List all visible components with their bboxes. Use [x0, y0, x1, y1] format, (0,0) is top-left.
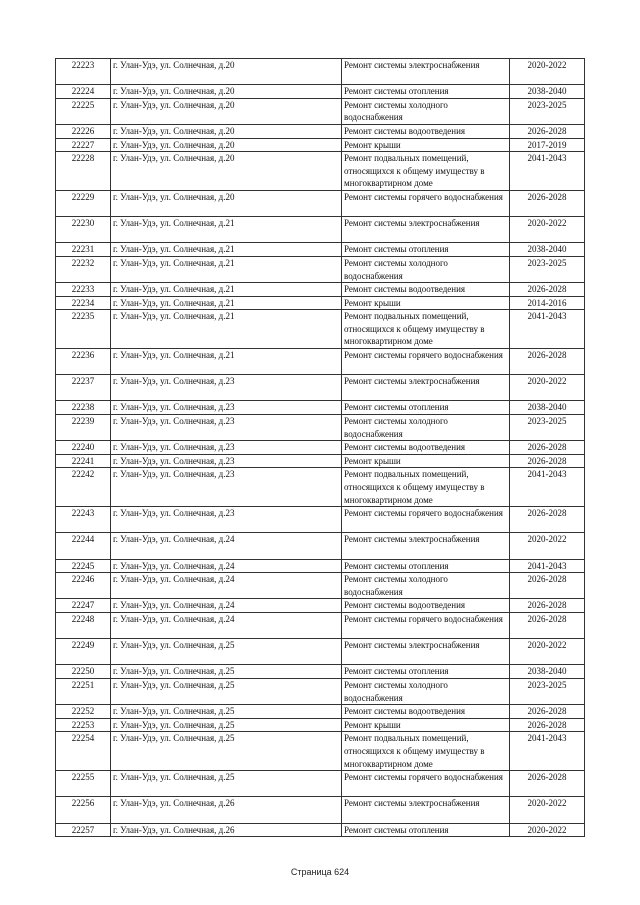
row-work-cell: Ремонт крыши — [342, 138, 510, 152]
row-address-cell: г. Улан-Удэ, ул. Солнечная, д.20 — [111, 138, 342, 152]
row-number-cell: 22244 — [56, 533, 111, 559]
row-work-cell: Ремонт системы электроснабжения — [342, 59, 510, 85]
row-address-cell: г. Улан-Удэ, ул. Солнечная, д.23 — [111, 454, 342, 468]
table-row — [56, 507, 585, 533]
row-address-cell: г. Улан-Удэ, ул. Солнечная, д.25 — [111, 771, 342, 797]
row-number-cell: 22235 — [56, 310, 111, 349]
row-years-cell: 2026-2028 — [510, 705, 585, 719]
row-address-cell: г. Улан-Удэ, ул. Солнечная, д.24 — [111, 559, 342, 573]
row-address-cell: г. Улан-Удэ, ул. Солнечная, д.20 — [111, 85, 342, 99]
table-row — [56, 732, 585, 771]
row-address-cell: г. Улан-Удэ, ул. Солнечная, д.26 — [111, 797, 342, 823]
table-row — [56, 441, 585, 455]
row-work-cell: Ремонт системы водоотведения — [342, 599, 510, 613]
page-number: Страница 624 — [290, 867, 350, 877]
row-work-cell: Ремонт системы отопления — [342, 401, 510, 415]
row-years-cell: 2026-2028 — [510, 349, 585, 375]
row-years-cell: 2020-2022 — [510, 639, 585, 665]
row-work-cell: Ремонт системы горячего водоснабжения — [342, 771, 510, 797]
row-years-cell: 2038-2040 — [510, 665, 585, 679]
row-address-cell: г. Улан-Удэ, ул. Солнечная, д.21 — [111, 243, 342, 257]
table-row — [56, 612, 585, 638]
row-work-cell: Ремонт системы холодного водоснабжения — [342, 256, 510, 282]
row-years-cell: 2041-2043 — [510, 468, 585, 507]
row-number-cell: 22256 — [56, 797, 111, 823]
table-row — [56, 375, 585, 401]
row-address-cell: г. Улан-Удэ, ул. Солнечная, д.21 — [111, 296, 342, 310]
row-years-cell: 2026-2028 — [510, 283, 585, 297]
row-number-cell: 22225 — [56, 98, 111, 124]
row-address-cell: г. Улан-Удэ, ул. Солнечная, д.23 — [111, 441, 342, 455]
row-address-cell: г. Улан-Удэ, ул. Солнечная, д.20 — [111, 124, 342, 138]
row-years-cell: 2041-2043 — [510, 559, 585, 573]
row-years-cell: 2041-2043 — [510, 152, 585, 191]
table-row — [56, 678, 585, 704]
row-number-cell: 22246 — [56, 573, 111, 599]
table-row — [56, 85, 585, 99]
row-address-cell: г. Улан-Удэ, ул. Солнечная, д.21 — [111, 256, 342, 282]
table-row — [56, 256, 585, 282]
row-address-cell: г. Улан-Удэ, ул. Солнечная, д.20 — [111, 190, 342, 216]
row-number-cell: 22253 — [56, 718, 111, 732]
table-row — [56, 217, 585, 243]
table-row — [56, 771, 585, 797]
row-work-cell: Ремонт системы водоотведения — [342, 283, 510, 297]
row-work-cell: Ремонт системы холодного водоснабжения — [342, 573, 510, 599]
table-row — [56, 454, 585, 468]
row-number-cell: 22232 — [56, 256, 111, 282]
row-work-cell: Ремонт подвальных помещений, относящихся к общему имуществу в многоквартирном доме — [342, 732, 510, 771]
table-body — [56, 59, 585, 837]
row-number-cell: 22241 — [56, 454, 111, 468]
row-work-cell: Ремонт системы отопления — [342, 243, 510, 257]
row-number-cell: 22228 — [56, 152, 111, 191]
row-number-cell: 22249 — [56, 639, 111, 665]
row-address-cell: г. Улан-Удэ, ул. Солнечная, д.25 — [111, 678, 342, 704]
row-work-cell: Ремонт системы холодного водоснабжения — [342, 415, 510, 441]
row-address-cell: г. Улан-Удэ, ул. Солнечная, д.25 — [111, 639, 342, 665]
row-years-cell: 2020-2022 — [510, 797, 585, 823]
row-years-cell: 2020-2022 — [510, 533, 585, 559]
row-number-cell: 22255 — [56, 771, 111, 797]
row-address-cell: г. Улан-Удэ, ул. Солнечная, д.21 — [111, 283, 342, 297]
row-years-cell: 2026-2028 — [510, 124, 585, 138]
table-row — [56, 283, 585, 297]
row-number-cell: 22250 — [56, 665, 111, 679]
row-number-cell: 22242 — [56, 468, 111, 507]
row-work-cell: Ремонт системы горячего водоснабжения — [342, 349, 510, 375]
row-work-cell: Ремонт системы холодного водоснабжения — [342, 678, 510, 704]
row-address-cell: г. Улан-Удэ, ул. Солнечная, д.25 — [111, 705, 342, 719]
row-work-cell: Ремонт подвальных помещений, относящихся к общему имуществу в многоквартирном доме — [342, 468, 510, 507]
works-table — [55, 58, 585, 837]
table-row — [56, 190, 585, 216]
row-work-cell: Ремонт системы отопления — [342, 559, 510, 573]
row-number-cell: 22252 — [56, 705, 111, 719]
row-years-cell: 2038-2040 — [510, 243, 585, 257]
row-work-cell: Ремонт системы отопления — [342, 665, 510, 679]
row-years-cell: 2026-2028 — [510, 190, 585, 216]
row-years-cell: 2026-2028 — [510, 599, 585, 613]
table-row — [56, 797, 585, 823]
row-number-cell: 22251 — [56, 678, 111, 704]
row-number-cell: 22234 — [56, 296, 111, 310]
row-number-cell: 22230 — [56, 217, 111, 243]
row-work-cell: Ремонт крыши — [342, 454, 510, 468]
row-years-cell: 2020-2022 — [510, 59, 585, 85]
row-years-cell: 2026-2028 — [510, 573, 585, 599]
row-work-cell: Ремонт системы электроснабжения — [342, 217, 510, 243]
table-row — [56, 559, 585, 573]
row-address-cell: г. Улан-Удэ, ул. Солнечная, д.20 — [111, 98, 342, 124]
row-address-cell: г. Улан-Удэ, ул. Солнечная, д.20 — [111, 152, 342, 191]
row-work-cell: Ремонт системы электроснабжения — [342, 533, 510, 559]
row-number-cell: 22223 — [56, 59, 111, 85]
row-address-cell: г. Улан-Удэ, ул. Солнечная, д.23 — [111, 375, 342, 401]
row-address-cell: г. Улан-Удэ, ул. Солнечная, д.25 — [111, 718, 342, 732]
row-years-cell: 2023-2025 — [510, 415, 585, 441]
row-years-cell: 2023-2025 — [510, 678, 585, 704]
row-number-cell: 22243 — [56, 507, 111, 533]
row-number-cell: 22227 — [56, 138, 111, 152]
table-row — [56, 705, 585, 719]
row-work-cell: Ремонт системы водоотведения — [342, 441, 510, 455]
row-work-cell: Ремонт системы электроснабжения — [342, 639, 510, 665]
table-row — [56, 823, 585, 837]
table-row — [56, 138, 585, 152]
row-number-cell: 22224 — [56, 85, 111, 99]
row-work-cell: Ремонт системы горячего водоснабжения — [342, 507, 510, 533]
row-work-cell: Ремонт крыши — [342, 296, 510, 310]
row-work-cell: Ремонт системы водоотведения — [342, 705, 510, 719]
row-years-cell: 2026-2028 — [510, 718, 585, 732]
row-address-cell: г. Улан-Удэ, ул. Солнечная, д.24 — [111, 573, 342, 599]
table-row — [56, 415, 585, 441]
row-number-cell: 22248 — [56, 612, 111, 638]
row-number-cell: 22231 — [56, 243, 111, 257]
table-row — [56, 98, 585, 124]
row-number-cell: 22237 — [56, 375, 111, 401]
row-number-cell: 22239 — [56, 415, 111, 441]
row-number-cell: 22254 — [56, 732, 111, 771]
row-address-cell: г. Улан-Удэ, ул. Солнечная, д.21 — [111, 310, 342, 349]
row-address-cell: г. Улан-Удэ, ул. Солнечная, д.24 — [111, 599, 342, 613]
row-years-cell: 2038-2040 — [510, 85, 585, 99]
row-address-cell: г. Улан-Удэ, ул. Солнечная, д.24 — [111, 533, 342, 559]
row-work-cell: Ремонт системы отопления — [342, 823, 510, 837]
row-work-cell: Ремонт подвальных помещений, относящихся к общему имуществу в многоквартирном доме — [342, 152, 510, 191]
row-years-cell: 2026-2028 — [510, 507, 585, 533]
row-work-cell: Ремонт подвальных помещений, относящихся к общему имуществу в многоквартирном доме — [342, 310, 510, 349]
table-row — [56, 599, 585, 613]
row-years-cell: 2038-2040 — [510, 401, 585, 415]
table-row — [56, 468, 585, 507]
table-row — [56, 718, 585, 732]
table-row — [56, 665, 585, 679]
row-address-cell: г. Улан-Удэ, ул. Солнечная, д.21 — [111, 349, 342, 375]
row-work-cell: Ремонт системы электроснабжения — [342, 797, 510, 823]
row-number-cell: 22226 — [56, 124, 111, 138]
table-row — [56, 639, 585, 665]
table-row — [56, 59, 585, 85]
row-work-cell: Ремонт системы водоотведения — [342, 124, 510, 138]
row-years-cell: 2020-2022 — [510, 823, 585, 837]
table-row — [56, 533, 585, 559]
row-work-cell: Ремонт системы отопления — [342, 85, 510, 99]
row-address-cell: г. Улан-Удэ, ул. Солнечная, д.23 — [111, 401, 342, 415]
row-years-cell: 2014-2016 — [510, 296, 585, 310]
row-years-cell: 2020-2022 — [510, 375, 585, 401]
table-row — [56, 124, 585, 138]
row-number-cell: 22240 — [56, 441, 111, 455]
row-address-cell: г. Улан-Удэ, ул. Солнечная, д.23 — [111, 415, 342, 441]
row-number-cell: 22238 — [56, 401, 111, 415]
row-number-cell: 22229 — [56, 190, 111, 216]
row-years-cell: 2041-2043 — [510, 732, 585, 771]
row-work-cell: Ремонт системы горячего водоснабжения — [342, 190, 510, 216]
row-work-cell: Ремонт системы горячего водоснабжения — [342, 612, 510, 638]
row-address-cell: г. Улан-Удэ, ул. Солнечная, д.24 — [111, 612, 342, 638]
row-address-cell: г. Улан-Удэ, ул. Солнечная, д.26 — [111, 823, 342, 837]
row-address-cell: г. Улан-Удэ, ул. Солнечная, д.20 — [111, 59, 342, 85]
row-years-cell: 2026-2028 — [510, 441, 585, 455]
row-years-cell: 2026-2028 — [510, 771, 585, 797]
table-row — [56, 243, 585, 257]
table-row — [56, 573, 585, 599]
row-number-cell: 22245 — [56, 559, 111, 573]
row-number-cell: 22233 — [56, 283, 111, 297]
table-row — [56, 349, 585, 375]
row-years-cell: 2026-2028 — [510, 454, 585, 468]
row-work-cell: Ремонт крыши — [342, 718, 510, 732]
row-work-cell: Ремонт системы холодного водоснабжения — [342, 98, 510, 124]
row-years-cell: 2020-2022 — [510, 217, 585, 243]
row-work-cell: Ремонт системы электроснабжения — [342, 375, 510, 401]
row-years-cell: 2023-2025 — [510, 256, 585, 282]
row-address-cell: г. Улан-Удэ, ул. Солнечная, д.21 — [111, 217, 342, 243]
table-row — [56, 152, 585, 191]
row-address-cell: г. Улан-Удэ, ул. Солнечная, д.25 — [111, 665, 342, 679]
row-address-cell: г. Улан-Удэ, ул. Солнечная, д.25 — [111, 732, 342, 771]
row-address-cell: г. Улан-Удэ, ул. Солнечная, д.23 — [111, 468, 342, 507]
table-row — [56, 401, 585, 415]
table-row — [56, 310, 585, 349]
row-years-cell: 2023-2025 — [510, 98, 585, 124]
table-row — [56, 296, 585, 310]
row-number-cell: 22236 — [56, 349, 111, 375]
row-years-cell: 2026-2028 — [510, 612, 585, 638]
row-address-cell: г. Улан-Удэ, ул. Солнечная, д.23 — [111, 507, 342, 533]
row-years-cell: 2041-2043 — [510, 310, 585, 349]
row-number-cell: 22247 — [56, 599, 111, 613]
row-number-cell: 22257 — [56, 823, 111, 837]
row-years-cell: 2017-2019 — [510, 138, 585, 152]
